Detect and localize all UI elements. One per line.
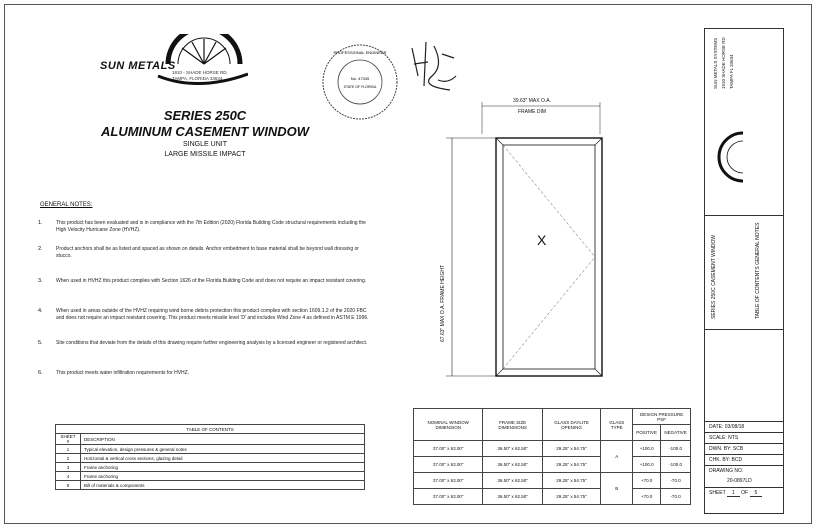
col-positive: POSITIVE [633,425,661,441]
toc-sheet-cell: 5 [56,481,81,490]
toc-col-sheet: SHEET # [56,434,81,445]
tb-sheet-no: 1 [727,490,740,497]
size-cell-type: B [601,473,633,505]
product-title: ALUMINUM CASEMENT WINDOW [101,124,309,139]
note-text: Site conditions that deviate from the details of this drawing require further engineering analysis by a licensed engineer or registered architect. [56,340,368,346]
window-elevation [430,96,630,386]
tb-drawing-title: SERIES 250C CASEMENT WINDOW [711,234,717,319]
engineer-seal [320,42,400,122]
size-cell-type: A [601,441,633,473]
title-block [704,28,784,514]
table-row [414,457,691,473]
col-nominal: NOMINAL WINDOW DIMENSION [414,409,483,441]
col-negative: NEGATIVE [661,425,691,441]
toc-sheet-cell: 2 [56,454,81,463]
height-dimension-label: 67.63" MAX O.A. FRAME HEIGHT [440,264,446,342]
table-of-contents [55,424,365,490]
toc-sheet-cell: 4 [56,472,81,481]
size-cell-frame: 36.50" x 62.50" [483,441,542,457]
tb-drawing-no [705,465,783,487]
toc-desc-cell: Horizontal & vertical cross sections, glazing detail [81,454,365,463]
tb-drawing-no-label: DRAWING NO. [709,468,744,474]
table-row [56,445,365,454]
toc-desc-cell: Frame anchoring [81,472,365,481]
company-address: 1910 - SHADE HORSE RD. TAMPA, FLORIDA 33634 [172,70,228,81]
tb-drawn-by: DWN. BY: SCB [705,443,783,454]
tb-scale: SCALE: NTS [705,432,783,443]
seal-state: STATE OF FLORIDA [343,85,377,89]
seal-title: PROFESSIONAL ENGINEER [333,50,387,55]
size-cell-nom: 37.00" x 63.00" [414,457,483,473]
tb-drawing-no-value: 20-0897LD [727,478,752,484]
toc-sheet-cell: 3 [56,463,81,472]
note-number: 3. [38,278,43,284]
toc-desc-cell: Bill of materials & components [81,481,365,490]
tb-company-3: TAMPA FL 33634 [729,54,734,89]
table-row [56,472,365,481]
series-title: SERIES 250C [163,108,247,123]
toc-desc-cell: Typical elevation, design pressures & general notes [81,445,365,454]
operation-mark: X [537,232,547,248]
size-cell-frame: 36.50" x 62.50" [483,473,542,489]
note-text: When used in HVHZ this product complies with Section 1626 of the Florida Building Code and does not require an impact resistant covering. [56,278,367,284]
company-name: SUN METALS [100,60,176,72]
size-cell-pos: +70.0 [633,473,661,489]
toc-sheet-cell: 1 [56,445,81,454]
toc-desc-cell: Frame anchoring [81,463,365,472]
tb-sheet [705,487,783,498]
size-cell-glass: 29.25" x 54.75" [542,457,601,473]
table-row [56,481,365,490]
tb-company-1: SUN METALS SYSTEMS [713,37,718,89]
note-number: 1. [38,220,43,226]
signature-mark [404,36,460,100]
table-row [56,463,365,472]
size-cell-frame: 36.50" x 62.50" [483,457,542,473]
note-number: 5. [38,340,43,346]
size-cell-glass: 29.25" x 54.75" [542,441,601,457]
table-row [56,454,365,463]
table-row [414,489,691,505]
frame-dimension-label: FRAME DIM [517,109,547,115]
size-cell-glass: 29.25" x 54.75" [542,473,601,489]
table-row [414,473,691,489]
note-text: When used in areas outside of the HVHZ requiring wind borne debris protection this product complies with section 1609.1.2 of the 2020 FBC and does not require an impact resistant covering. This product meets missile level 'D' and includes Wind Zone 4 as defined in ASTM E 1996. [56,308,369,321]
size-pressure-table [413,408,691,505]
impact-subtitle: LARGE MISSILE IMPACT [164,151,246,158]
size-cell-nom: 37.00" x 63.00" [414,441,483,457]
size-cell-glass: 29.25" x 54.75" [542,489,601,505]
size-cell-nom: 37.00" x 63.00" [414,489,483,505]
size-cell-pos: +70.0 [633,489,661,505]
note-text: This product has been evaluated and is in compliance with the 7th Edition (2020) Florida Building Code structural requirements including the High Velocity Hurricane Zone (HVHZ). [56,220,366,233]
size-cell-neg: -100.0 [661,441,691,457]
note-number: 6. [38,370,43,376]
note-text: Product anchors shall be as listed and spaced as shown on details. Anchor embedment to base material shall be beyond wall dressing or stucco. [56,246,359,259]
col-design-pressure: DESIGN PRESSURE PSF [633,409,691,425]
note-number: 4. [38,308,43,314]
size-cell-nom: 37.00" x 63.00" [414,473,483,489]
col-glass: GLASS DAYLITE OPENING [542,409,601,441]
tb-sheet-title: TABLE OF CONTENTS GENERAL NOTES [755,222,761,319]
tb-date: DATE: 03/08/18 [705,421,783,432]
size-cell-pos: +100.0 [633,457,661,473]
seal-license: No. 47345 [350,76,370,81]
unit-subtitle: SINGLE UNIT [183,141,227,148]
size-cell-neg: -70.0 [661,473,691,489]
tb-of-label: OF [741,490,749,496]
tb-logo [713,125,753,215]
col-glass-type: GLASS TYPE [601,409,633,441]
tb-sheet-total: 5 [750,490,763,497]
col-frame: FRAME SIZE DIMENSIONS [483,409,542,441]
toc-title: TABLE OF CONTENTS [56,425,365,434]
size-cell-frame: 36.50" x 62.50" [483,489,542,505]
tb-sheet-label: SHEET [709,490,726,496]
toc-col-desc: DESCRIPTION [81,434,365,445]
table-row [414,441,691,457]
width-dimension-label: 39.63" MAX O.A. [513,98,551,104]
note-text: This product meets water infiltration requirements for HVHZ. [56,370,190,376]
size-cell-pos: +100.0 [633,441,661,457]
tb-checked-by: CHK. BY: BCD [705,454,783,465]
notes-heading: GENERAL NOTES: [40,202,93,208]
note-number: 2. [38,246,43,252]
size-cell-neg: -70.0 [661,489,691,505]
size-cell-neg: -100.0 [661,457,691,473]
tb-company-2: 1910 SHADE HORSE RD [721,37,726,89]
